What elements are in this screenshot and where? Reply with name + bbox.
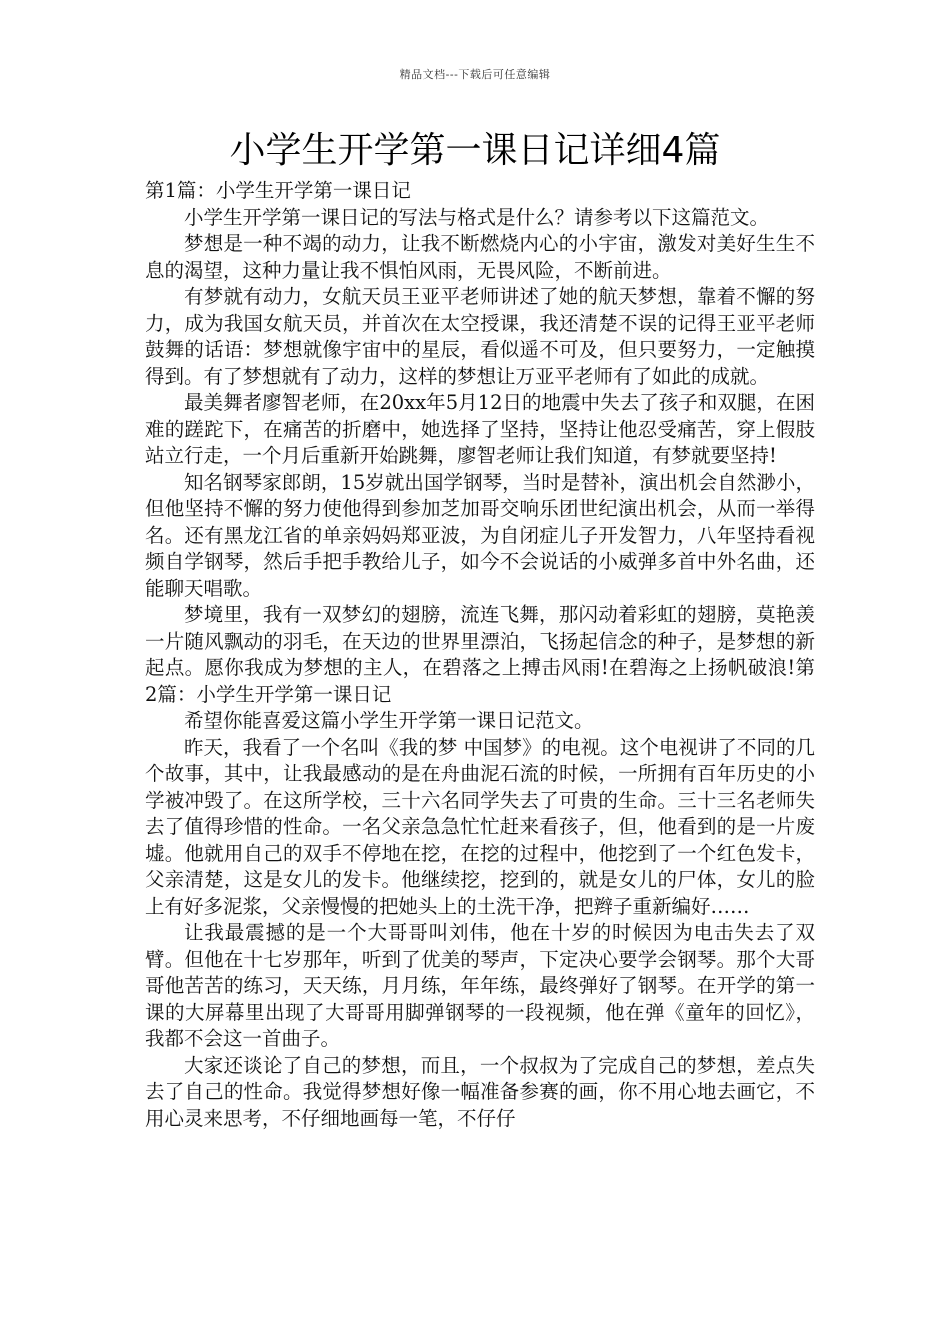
paragraph: 有梦就有动力，女航天员王亚平老师讲述了她的航天梦想，靠着不懈的努力，成为我国女航天员，并首次在太空授课，我还清楚不误的记得王亚平老师鼓舞的话语：梦想就像宇宙中的星辰，看似遥不可及，但只要努力，一定触摸得到。有了梦想就有了动力，这样的梦想让万亚平老师有了如此的成就。 [145,285,815,388]
document-body [145,178,815,1132]
paragraph: 梦境里，我有一双梦幻的翅膀，流连飞舞，那闪动着彩虹的翅膀，莫艳羡一片随风飘动的羽毛，在天边的世界里漂泊，飞扬起信念的种子，是梦想的新起点。愿你我成为梦想的主人，在碧落之上搏击风雨!在碧海之上扬帆破浪!第2篇：小学生开学第一课日记 [145,603,815,706]
paragraph: 小学生开学第一课日记的写法与格式是什么？请参考以下这篇范文。 [184,205,770,229]
paragraph: 大家还谈论了自己的梦想，而且，一个叔叔为了完成自己的梦想，差点失去了自己的性命。我觉得梦想好像一幅准备参赛的画，你不用心地去画它，不用心灵来思考，不仔细地画每一笔，不仔仔 [145,1053,815,1130]
paragraph: 梦想是一种不竭的动力，让我不断燃烧内心的小宇宙，激发对美好生生不息的渴望，这种力量让我不惧怕风雨，无畏风险，不断前进。 [145,232,815,282]
page-header: 精品文档---下载后可任意编辑 [399,68,551,81]
paragraph: 昨天，我看了一个名叫《我的梦 中国梦》的电视。这个电视讲了不同的几个故事，其中，让我最感动的是在舟曲泥石流的时候，一所拥有百年历史的小学被冲毁了。在这所学校，三十六名同学失去了可贵的生命。三十三名老师失去了值得珍惜的性命。一名父亲急急忙忙赶来看孩子，但，他看到的是一片废墟。他就用自己的双手不停地在挖，在挖的过程中，他挖到了一个红色发卡，父亲清楚，这是女儿的发卡。他继续挖，挖到的，就是女儿的尸体，女儿的脸上有好多泥浆，父亲慢慢的把她头上的土洗干净，把辫子重新编好…… [145,735,815,918]
paragraph: 最美舞者廖智老师，在20xx年5月12日的地震中失去了孩子和双腿，在困难的蹉跎下，在痛苦的折磨中，她选择了坚持，坚持让他忍受痛苦，穿上假肢站立行走，一个月后重新开始跳舞，廖智老师让我们知道，有梦就要坚持! [145,391,815,467]
paragraph: 知名钢琴家郎朗，15岁就出国学钢琴，当时是替补，演出机会自然渺小，但他坚持不懈的努力使他得到参加芝加哥交响乐团世纪演出机会，从而一举得名。还有黑龙江省的单亲妈妈郑亚波，为自闭症儿子开发智力，八年坚持看视频自学钢琴，然后手把手教给儿子，如今不会说话的小威弹多首中外名曲，还能聊天唱歌。 [145,470,815,600]
paragraph: 希望你能喜爱这篇小学生开学第一课日记范文。 [184,709,594,732]
document-title: 小学生开学第一课日记详细4篇 [229,130,721,171]
section-heading-1: 第1篇：小学生开学第一课日记 [145,179,411,202]
paragraph: 让我最震撼的是一个大哥哥叫刘伟，他在十岁的时候因为电击失去了双臂。但他在十七岁那年，听到了优美的琴声，下定决心要学会钢琴。那个大哥哥他苦苦的练习，天天练，月月练，年年练，最终弹好了钢琴。在开学的第一课的大屏幕里出现了大哥哥用脚弹钢琴的一段视频，他在弹《童年的回忆》，我都不会这一首曲子。 [145,921,815,1050]
